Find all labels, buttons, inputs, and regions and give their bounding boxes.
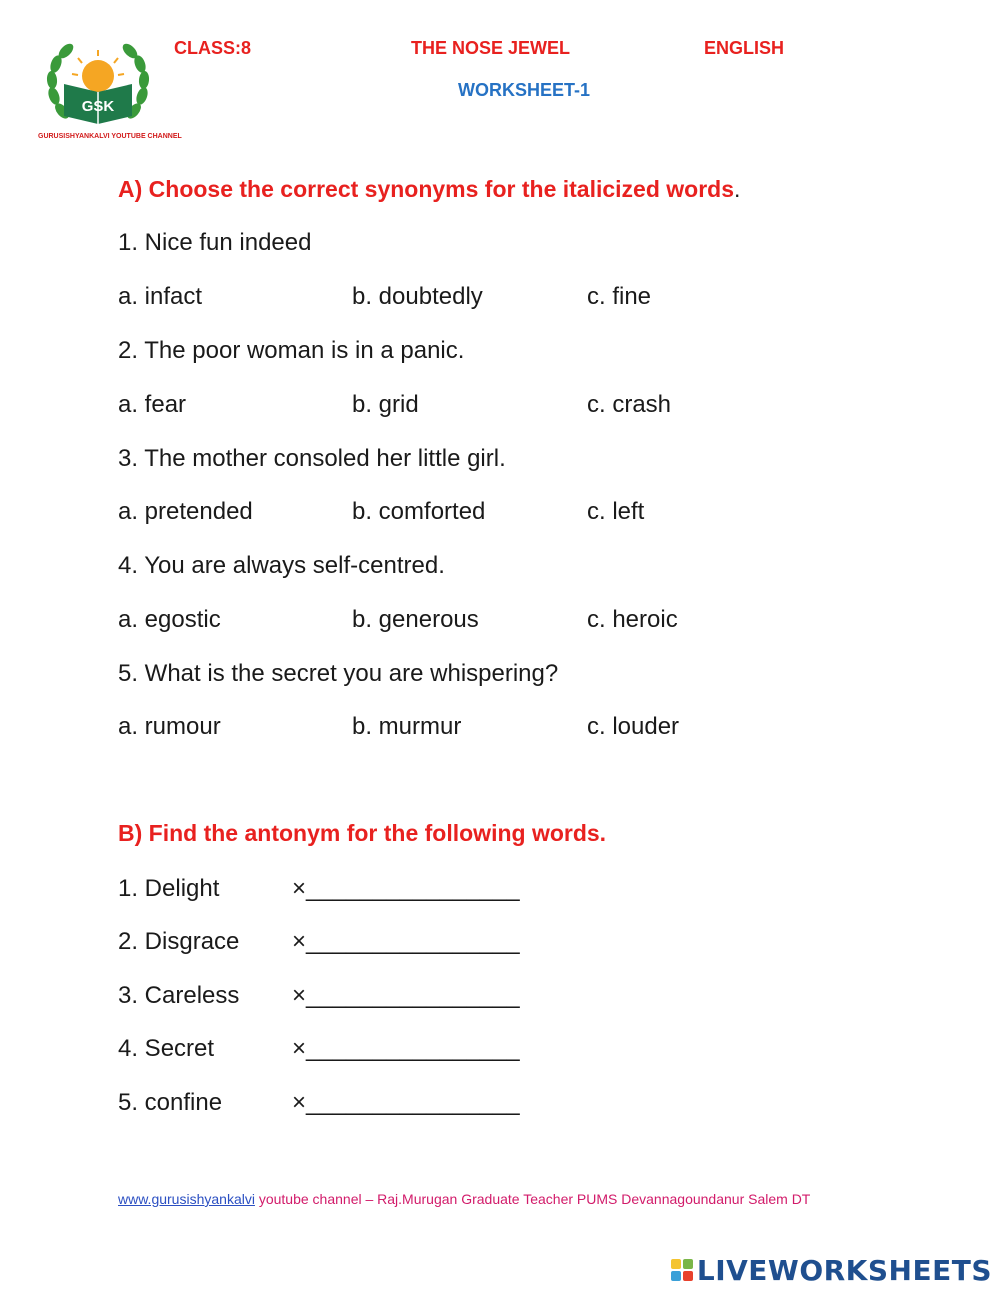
q5-option-a[interactable]: a. rumour (118, 713, 221, 740)
logo-text: GSK (81, 98, 115, 115)
question-5: 5. What is the secret you are whispering? (118, 660, 559, 687)
q2-option-a[interactable]: a. fear (118, 391, 187, 418)
antonym-word-2: 2. Disgrace (118, 928, 240, 955)
q2-option-c[interactable]: c. crash (587, 391, 672, 418)
worksheet-number: WORKSHEET-1 (458, 80, 591, 100)
antonym-blank-1[interactable]: ×________________ (292, 875, 520, 902)
question-4: 4. You are always self-centred. (118, 552, 445, 579)
antonym-blank-5[interactable]: ×________________ (292, 1089, 520, 1116)
q1-option-c[interactable]: c. fine (587, 283, 652, 310)
liveworksheets-brand[interactable] (671, 1252, 992, 1288)
question-1: 1. Nice fun indeed (118, 229, 312, 256)
gsk-logo (40, 36, 156, 144)
subject-label: ENGLISH (704, 38, 785, 58)
section-b-title: B) Find the antonym for the following words. (118, 820, 607, 846)
antonym-blank-3[interactable]: ×________________ (292, 982, 520, 1009)
q1-option-a[interactable]: a. infact (118, 283, 203, 310)
question-2: 2. The poor woman is in a panic. (118, 337, 465, 364)
q5-option-c[interactable]: c. louder (587, 713, 680, 740)
antonym-word-3: 3. Careless (118, 982, 240, 1009)
section-a-title: A) Choose the correct synonyms for the italicized words. (118, 176, 741, 202)
q2-option-b[interactable]: b. grid (352, 391, 419, 418)
antonym-word-4: 4. Secret (118, 1035, 215, 1062)
footer-credit: www.gurusishyankalvi youtube channel – Raj.Murugan Graduate Teacher PUMS Devannagoundanur Salem DT (118, 1191, 811, 1207)
q5-option-b[interactable]: b. murmur (352, 713, 462, 740)
q4-option-b[interactable]: b. generous (352, 606, 479, 633)
liveworksheets-icon (671, 1259, 693, 1281)
footer-link[interactable]: www.gurusishyankalvi (118, 1191, 255, 1207)
antonym-blank-2[interactable]: ×________________ (292, 928, 520, 955)
q3-option-b[interactable]: b. comforted (352, 498, 486, 525)
q3-option-a[interactable]: a. pretended (118, 498, 253, 525)
q4-option-c[interactable]: c. heroic (587, 606, 678, 633)
liveworksheets-name: LIVEWORKSHEETS (696, 1253, 992, 1287)
q1-option-b[interactable]: b. doubtedly (352, 283, 483, 310)
logo-caption: GURUSISHYANKALVI YOUTUBE CHANNEL (38, 133, 182, 140)
q4-option-a[interactable]: a. egostic (118, 606, 221, 633)
antonym-blank-4[interactable]: ×________________ (292, 1035, 520, 1062)
antonym-word-5: 5. confine (118, 1089, 223, 1116)
antonym-word-1: 1. Delight (118, 875, 220, 902)
worksheet-title: THE NOSE JEWEL (411, 38, 571, 58)
class-label: CLASS:8 (174, 38, 252, 58)
question-3: 3. The mother consoled her little girl. (118, 445, 506, 472)
q3-option-c[interactable]: c. left (587, 498, 645, 525)
